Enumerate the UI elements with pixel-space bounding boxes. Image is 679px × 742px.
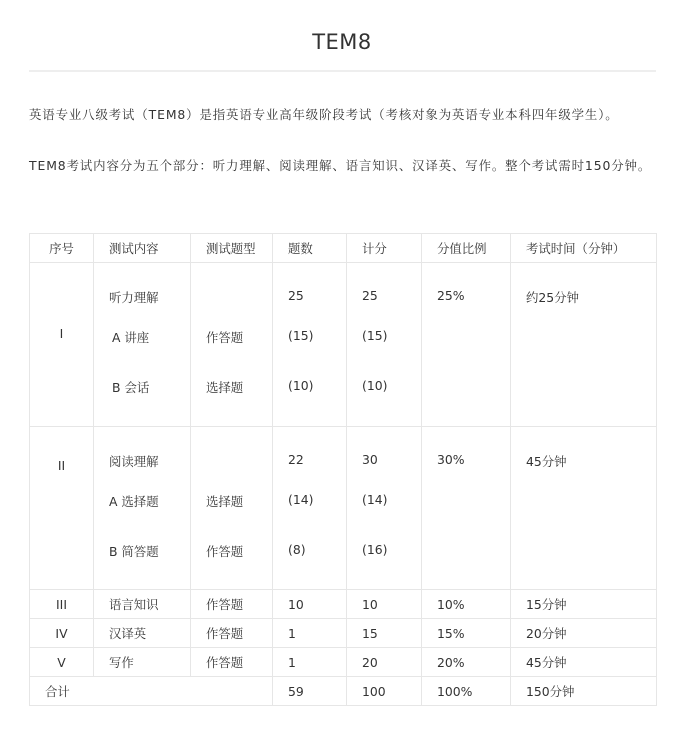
type-cell xyxy=(191,427,273,590)
table-total-row xyxy=(30,677,657,706)
header-cell: 分值比例 xyxy=(422,234,511,263)
section-number xyxy=(30,427,94,590)
ratio-cell: 15% xyxy=(422,619,511,648)
content-cell: 汉译英 xyxy=(94,619,191,648)
time-cell xyxy=(511,263,657,427)
header-cell: 序号 xyxy=(30,234,94,263)
content-cell: 语言知识 xyxy=(94,590,191,619)
count-line: (8) xyxy=(288,542,306,557)
content-line: A 选择题 xyxy=(109,494,159,509)
score-line: 30 xyxy=(362,452,378,467)
type-cell: 作答题 xyxy=(191,648,273,677)
type-line: 选择题 xyxy=(206,494,244,509)
table-header-row xyxy=(30,234,657,263)
table-row xyxy=(30,590,657,619)
ratio-cell xyxy=(422,427,511,590)
time-cell: 15分钟 xyxy=(511,590,657,619)
type-cell: 作答题 xyxy=(191,619,273,648)
content-line: 听力理解 xyxy=(109,290,159,305)
score-line: (16) xyxy=(362,542,388,557)
section-number: V xyxy=(30,648,94,677)
count-line: 25 xyxy=(288,288,304,303)
ratio-cell xyxy=(422,263,511,427)
content-line: B 简答题 xyxy=(109,544,159,559)
table-row xyxy=(30,427,657,590)
count-line: 22 xyxy=(288,452,304,467)
ratio-value: 30% xyxy=(437,452,465,467)
score-line: (10) xyxy=(362,378,388,393)
time-cell: 20分钟 xyxy=(511,619,657,648)
section-number-label: II xyxy=(57,458,66,473)
count-cell: 10 xyxy=(273,590,347,619)
score-cell: 10 xyxy=(347,590,422,619)
content-cell xyxy=(94,263,191,427)
content-description-paragraph: TEM8考试内容分为五个部分：听力理解、阅读理解、语言知识、汉译英、写作。整个考试需时150分钟。 xyxy=(29,158,652,173)
table-row xyxy=(30,263,657,427)
header-cell: 计分 xyxy=(347,234,422,263)
score-line: (15) xyxy=(362,328,388,343)
table-row xyxy=(30,619,657,648)
total-count: 59 xyxy=(273,677,347,706)
total-score: 100 xyxy=(347,677,422,706)
header-cell: 题数 xyxy=(273,234,347,263)
total-ratio: 100% xyxy=(422,677,511,706)
score-cell xyxy=(347,427,422,590)
content-line: B 会话 xyxy=(112,380,150,395)
type-line: 选择题 xyxy=(206,380,244,395)
count-line: (10) xyxy=(288,378,314,393)
score-line: 25 xyxy=(362,288,378,303)
ratio-cell: 20% xyxy=(422,648,511,677)
count-cell: 1 xyxy=(273,648,347,677)
count-cell xyxy=(273,427,347,590)
time-value: 约25分钟 xyxy=(526,290,579,305)
intro-paragraph: 英语专业八级考试（TEM8）是指英语专业高年级阶段考试（考核对象为英语专业本科四年级学生）。 xyxy=(29,107,619,122)
header-cell: 考试时间（分钟） xyxy=(511,234,657,263)
count-line: (15) xyxy=(288,328,314,343)
ratio-value: 25% xyxy=(437,288,465,303)
section-number xyxy=(30,263,94,427)
type-cell: 作答题 xyxy=(191,590,273,619)
total-label: 合计 xyxy=(30,677,273,706)
content-cell: 写作 xyxy=(94,648,191,677)
score-cell: 15 xyxy=(347,619,422,648)
section-number: III xyxy=(30,590,94,619)
header-cell: 测试内容 xyxy=(94,234,191,263)
exam-structure-table xyxy=(29,233,657,706)
score-cell xyxy=(347,263,422,427)
type-line: 作答题 xyxy=(206,544,244,559)
content-line: 阅读理解 xyxy=(109,454,159,469)
table-row xyxy=(30,648,657,677)
time-cell xyxy=(511,427,657,590)
section-number-label: I xyxy=(59,326,64,341)
title-divider xyxy=(29,70,656,72)
section-number: IV xyxy=(30,619,94,648)
time-cell: 45分钟 xyxy=(511,648,657,677)
page-title: TEM8 xyxy=(312,30,372,54)
type-line: 作答题 xyxy=(206,330,244,345)
score-cell: 20 xyxy=(347,648,422,677)
content-line: A 讲座 xyxy=(112,330,150,345)
time-value: 45分钟 xyxy=(526,454,567,469)
ratio-cell: 10% xyxy=(422,590,511,619)
count-cell xyxy=(273,263,347,427)
count-cell: 1 xyxy=(273,619,347,648)
total-time: 150分钟 xyxy=(511,677,657,706)
header-cell: 测试题型 xyxy=(191,234,273,263)
content-cell xyxy=(94,427,191,590)
score-line: (14) xyxy=(362,492,388,507)
count-line: (14) xyxy=(288,492,314,507)
type-cell xyxy=(191,263,273,427)
